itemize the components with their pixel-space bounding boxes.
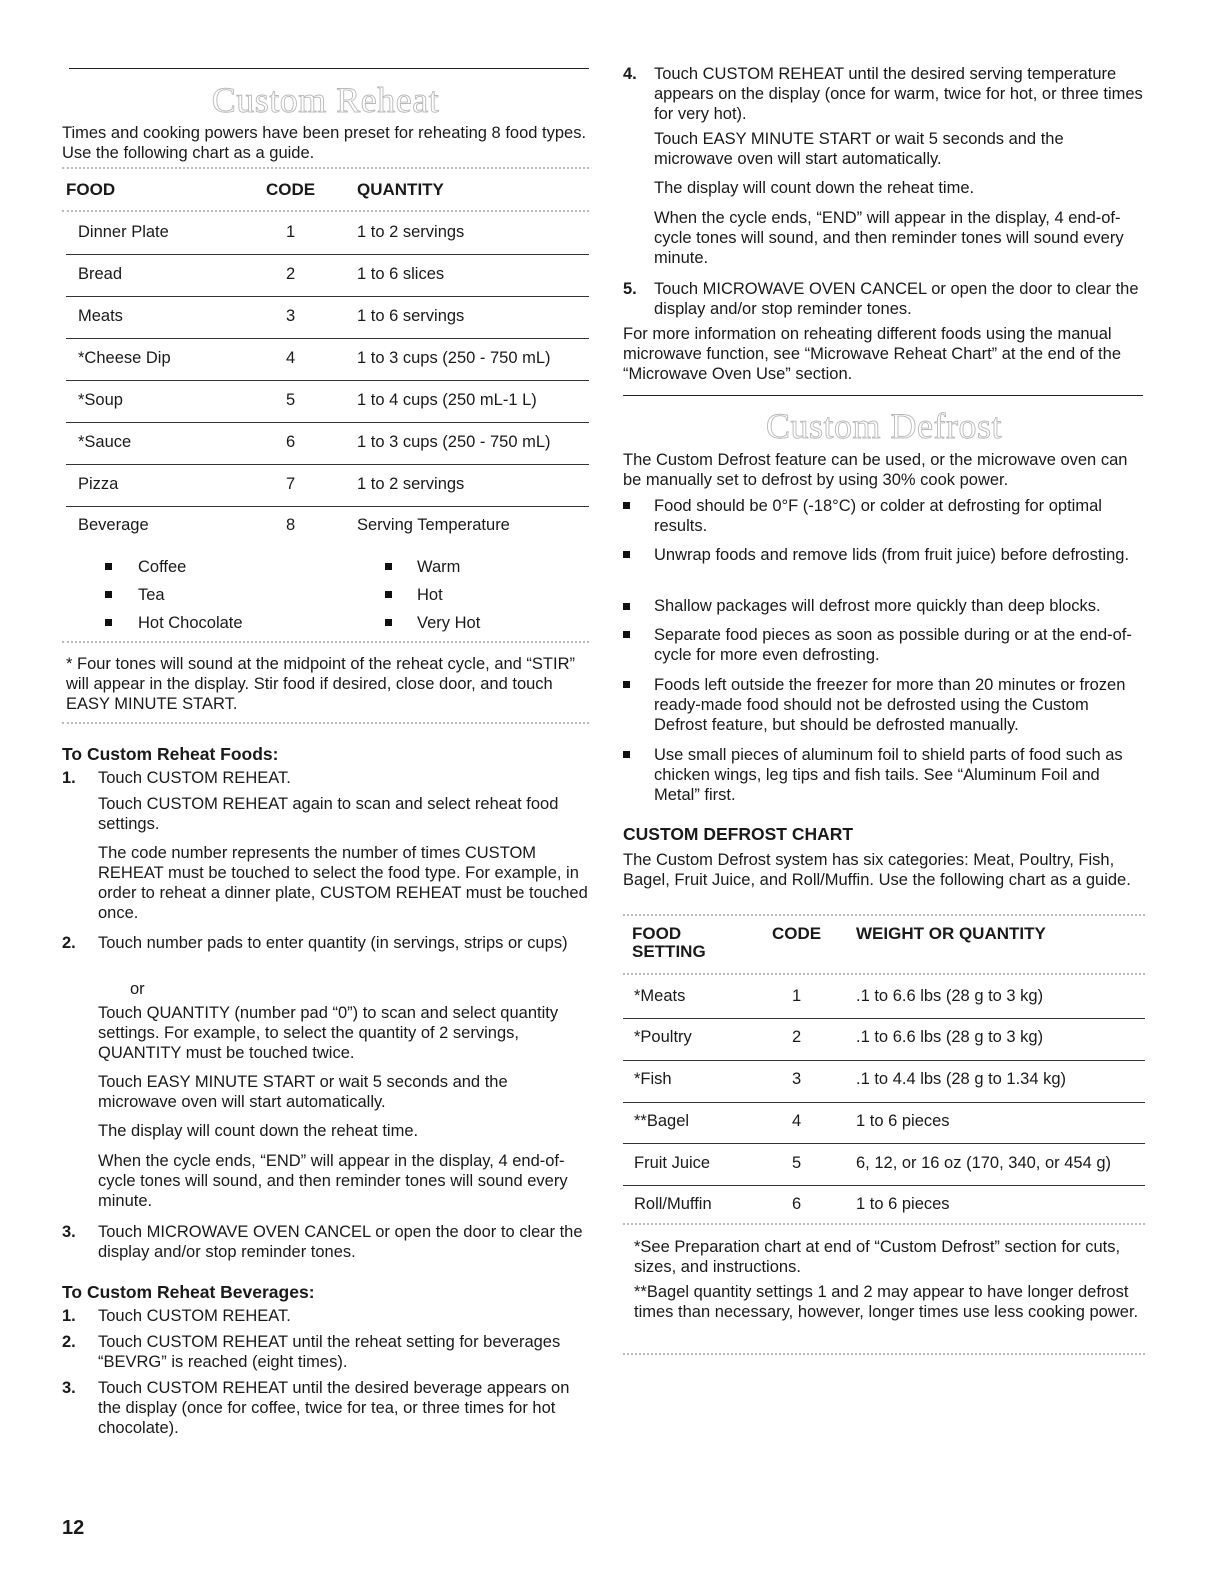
defrost-note: *See Preparation chart at end of “Custom Defrost” section for cuts, sizes, and instructions.: [634, 1238, 1121, 1276]
step-paragraph: The display will count down the reheat time.: [98, 1122, 419, 1140]
list-item: Shallow packages will defrost more quickly than deep blocks.: [654, 597, 1101, 615]
row-quantity: 1 to 6 slices: [357, 265, 445, 283]
table-header-quantity: QUANTITY: [357, 180, 444, 199]
divider: [623, 914, 1145, 916]
row-food: Pizza: [78, 475, 119, 493]
row-divider: [623, 1185, 1145, 1186]
page-number: 12: [62, 1517, 85, 1539]
bullet-icon: [623, 681, 630, 688]
bullet-icon: [623, 751, 630, 758]
bullet-icon: [623, 502, 630, 509]
row-food: *Fish: [634, 1070, 672, 1088]
step-text: Touch number pads to enter quantity (in servings, strips or cups): [98, 934, 568, 952]
row-code: 2: [286, 265, 296, 283]
step-text: Touch CUSTOM REHEAT until the desired serving temperature appears on the display (once for warm, twice for hot, or three times for very hot).: [654, 65, 1143, 123]
step-or: or: [130, 980, 145, 998]
row-divider: [66, 254, 589, 255]
step-number: 3.: [62, 1223, 76, 1241]
table-header-code: CODE: [266, 180, 316, 199]
row-divider: [66, 380, 589, 381]
section-rule: [69, 68, 589, 69]
row-quantity: 1 to 4 cups (250 mL-1 L): [357, 391, 537, 409]
row-code: 8: [286, 516, 296, 534]
row-food: **Bagel: [634, 1112, 690, 1130]
row-divider: [623, 1102, 1145, 1103]
list-item: Coffee: [138, 558, 187, 576]
step-number: 2.: [62, 934, 76, 952]
row-code: 5: [792, 1154, 802, 1172]
table-header-divider: [623, 973, 1145, 975]
bullet-icon: [623, 631, 630, 638]
row-quantity: 1 to 6 servings: [357, 307, 465, 325]
row-quantity: 1 to 2 servings: [357, 223, 465, 241]
bullet-icon: [623, 603, 630, 610]
list-item: Separate food pieces as soon as possible during or at the end-of-cycle for more even defrosting.: [654, 626, 1132, 664]
step-text: Touch CUSTOM REHEAT.: [98, 769, 291, 787]
list-item: Food should be 0°F (-18°C) or colder at defrosting for optimal results.: [654, 497, 1102, 535]
row-code: 4: [792, 1112, 802, 1130]
row-weight: 6, 12, or 16 oz (170, 340, or 454 g): [856, 1154, 1112, 1172]
row-divider: [623, 1143, 1145, 1144]
row-divider: [66, 506, 589, 507]
row-code: 6: [286, 433, 296, 451]
step-text: Touch MICROWAVE OVEN CANCEL or open the door to clear the display and/or stop reminder tones.: [98, 1223, 583, 1261]
table-header-food: FOOD: [66, 180, 116, 199]
defrost-note: **Bagel quantity settings 1 and 2 may appear to have longer defrost times than necessary, however, longer times use less cooking power.: [634, 1283, 1139, 1321]
table-header-code: CODE: [772, 924, 822, 943]
step-paragraph: Touch EASY MINUTE START or wait 5 seconds and the microwave oven will start automatically.: [98, 1073, 508, 1111]
row-code: 1: [286, 223, 296, 241]
list-item: Tea: [138, 586, 165, 604]
table-header-weight: WEIGHT OR QUANTITY: [856, 924, 1046, 943]
row-divider: [623, 1060, 1145, 1061]
row-quantity: 1 to 3 cups (250 - 750 mL): [357, 433, 551, 451]
row-food: *Cheese Dip: [78, 349, 171, 367]
row-quantity: 1 to 3 cups (250 - 750 mL): [357, 349, 551, 367]
step-text: Touch MICROWAVE OVEN CANCEL or open the door to clear the display and/or stop reminder tones.: [654, 280, 1139, 318]
step-number: 1.: [62, 1307, 76, 1325]
row-quantity: 1 to 2 servings: [357, 475, 465, 493]
row-weight: .1 to 6.6 lbs (28 g to 3 kg): [856, 1028, 1044, 1046]
defrost-title: Custom Defrost: [766, 406, 1002, 446]
row-food: *Sauce: [78, 433, 132, 451]
reheat-intro: Times and cooking powers have been preset for reheating 8 food types. Use the following chart as a guide.: [62, 124, 587, 162]
bullet-icon: [385, 591, 392, 598]
step-text: Touch CUSTOM REHEAT until the reheat setting for beverages “BEVRG” is reached (eight times).: [98, 1333, 561, 1371]
step-paragraph: Touch EASY MINUTE START or wait 5 seconds and the microwave oven will start automatically.: [654, 130, 1064, 168]
step-paragraph: When the cycle ends, “END” will appear in the display, 4 end-of-cycle tones will sound, and then reminder tones will sound every minute.: [98, 1152, 568, 1210]
row-food: Dinner Plate: [78, 223, 169, 241]
row-divider: [66, 338, 589, 339]
row-food: *Poultry: [634, 1028, 692, 1046]
row-code: 2: [792, 1028, 802, 1046]
table-bottom-divider: [623, 1223, 1145, 1225]
list-item: Hot: [417, 586, 443, 604]
step-number: 1.: [62, 769, 76, 787]
row-weight: 1 to 6 pieces: [856, 1112, 950, 1130]
step-paragraph: Touch QUANTITY (number pad “0”) to scan and select quantity settings. For example, to select the quantity of 2 servings, QUANTITY must be touched twice.: [98, 1004, 559, 1062]
row-divider: [66, 296, 589, 297]
row-weight: 1 to 6 pieces: [856, 1195, 950, 1213]
row-code: 6: [792, 1195, 802, 1213]
step-number: 4.: [623, 65, 637, 83]
list-item: Unwrap foods and remove lids (from fruit juice) before defrosting.: [654, 546, 1130, 564]
defrost-intro: The Custom Defrost feature can be used, or the microwave oven can be manually set to defrost by using 30% cook power.: [623, 451, 1128, 489]
list-item: Foods left outside the freezer for more than 20 minutes or frozen ready-made food should not be defrosted using the Custom Defrost feature, but should be defrosted manually.: [654, 676, 1126, 734]
row-code: 1: [792, 987, 802, 1005]
reheat-title: Custom Reheat: [211, 80, 440, 120]
reheat-footnote: * Four tones will sound at the midpoint of the reheat cycle, and “STIR” will appear in the display. Stir food if desired, close door, and touch EASY MINUTE START.: [66, 655, 576, 713]
row-food: Bread: [78, 265, 123, 283]
step-paragraph: When the cycle ends, “END” will appear in the display, 4 end-of-cycle tones will sound, and then reminder tones will sound every minute.: [654, 209, 1124, 267]
row-quantity: Serving Temperature: [357, 516, 510, 534]
row-code: 5: [286, 391, 296, 409]
step-text: Touch CUSTOM REHEAT.: [98, 1307, 291, 1325]
row-divider: [66, 464, 589, 465]
row-food: Fruit Juice: [634, 1154, 711, 1172]
row-code: 3: [792, 1070, 802, 1088]
row-food: *Meats: [634, 987, 686, 1005]
list-item: Very Hot: [417, 614, 481, 632]
row-food: Beverage: [78, 516, 149, 534]
row-food: Roll/Muffin: [634, 1195, 712, 1213]
row-divider: [66, 422, 589, 423]
bullet-icon: [385, 619, 392, 626]
step-paragraph: Touch CUSTOM REHEAT again to scan and select reheat food settings.: [98, 795, 559, 833]
bullet-icon: [105, 591, 112, 598]
list-item: Warm: [417, 558, 461, 576]
more-info-note: For more information on reheating different foods using the manual microwave function, see “Microwave Reheat Chart” at the end of the “Microwave Oven Use” section.: [623, 325, 1121, 383]
divider: [623, 1353, 1145, 1355]
defrost-chart-intro: The Custom Defrost system has six categories: Meat, Poultry, Fish, Bagel, Fruit Juice, and Roll/Muffin. Use the following chart as a guide.: [623, 851, 1131, 889]
row-code: 7: [286, 475, 296, 493]
step-paragraph: The display will count down the reheat time.: [654, 179, 975, 197]
table-header-divider: [62, 210, 589, 212]
foods-heading: To Custom Reheat Foods:: [62, 744, 279, 764]
row-food: Meats: [78, 307, 123, 325]
bullet-icon: [105, 619, 112, 626]
row-divider: [623, 1018, 1145, 1019]
bullet-icon: [623, 551, 630, 558]
list-item: Use small pieces of aluminum foil to shield parts of food such as chicken wings, leg tips and fish tails. See “Aluminum Foil and Metal” first.: [654, 746, 1123, 804]
step-number: 5.: [623, 280, 637, 298]
step-number: 3.: [62, 1379, 76, 1397]
row-weight: .1 to 6.6 lbs (28 g to 3 kg): [856, 987, 1044, 1005]
table-header-setting: SETTING: [632, 942, 706, 961]
row-weight: .1 to 4.4 lbs (28 g to 1.34 kg): [856, 1070, 1067, 1088]
row-code: 4: [286, 349, 296, 367]
bullet-icon: [385, 563, 392, 570]
section-rule: [623, 395, 1143, 396]
row-code: 3: [286, 307, 296, 325]
divider: [62, 722, 589, 724]
divider: [62, 167, 589, 169]
step-paragraph: The code number represents the number of times CUSTOM REHEAT must be touched to select the food type. For example, in order to reheat a dinner plate, CUSTOM REHEAT must be touched once.: [98, 844, 588, 922]
list-item: Hot Chocolate: [138, 614, 243, 632]
step-text: Touch CUSTOM REHEAT until the desired beverage appears on the display (once for coffee, twice for tea, or three times for hot chocolate).: [98, 1379, 570, 1437]
bullet-icon: [105, 563, 112, 570]
table-header-food: FOOD: [632, 924, 682, 943]
row-food: *Soup: [78, 391, 123, 409]
step-number: 2.: [62, 1333, 76, 1351]
beverages-heading: To Custom Reheat Beverages:: [62, 1282, 315, 1302]
table-bottom-divider: [62, 641, 589, 643]
defrost-chart-title: CUSTOM DEFROST CHART: [623, 824, 854, 844]
